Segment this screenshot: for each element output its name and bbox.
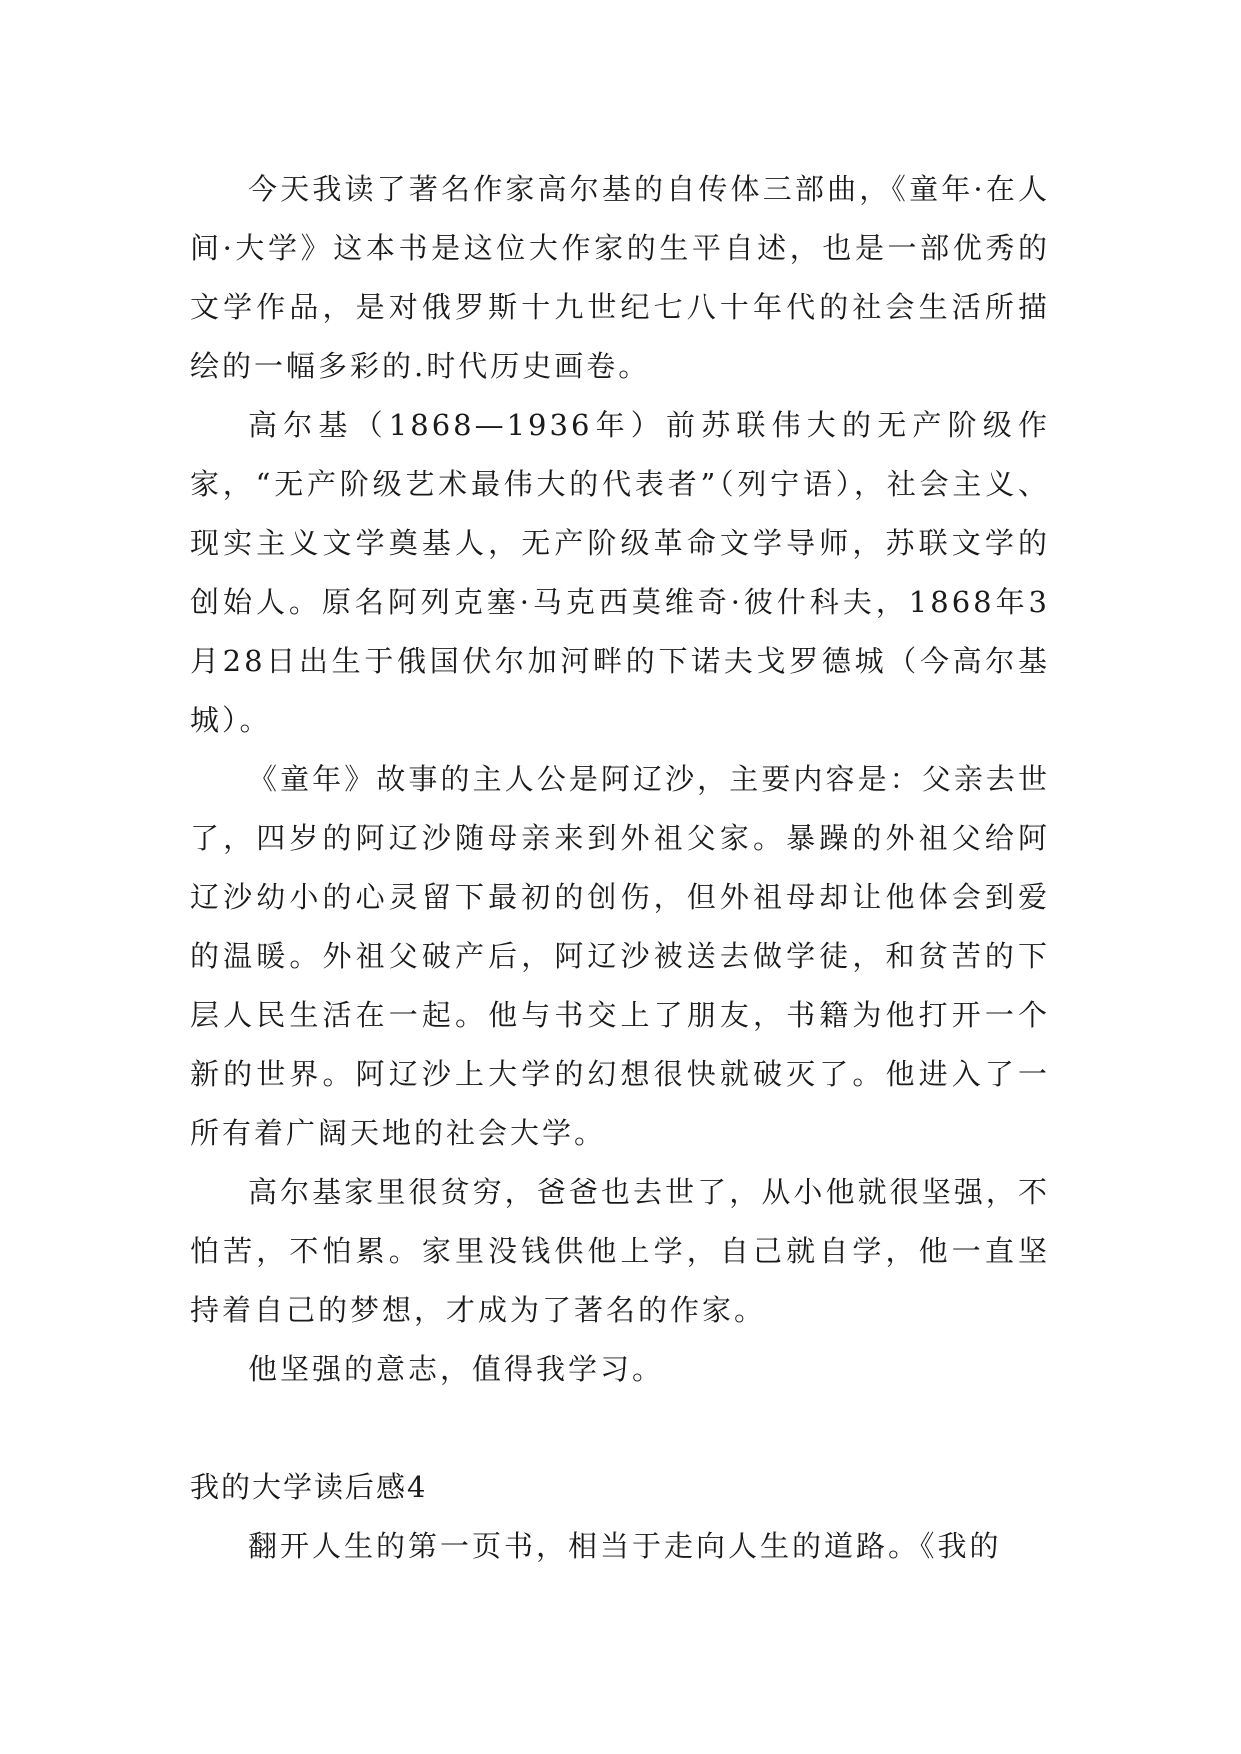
paragraph-section-opening: 翻开人生的第一页书，相当于走向人生的道路。《我的 <box>248 1529 1002 1563</box>
paragraph-gorky-perseverance: 高尔基家里很贫穷，爸爸也去世了，从小他就很坚强，不怕苦，不怕累。家里没钱供他上学，自己就自学，他一直坚持着自己的梦想，才成为了著名的作家。 <box>190 1175 1050 1327</box>
document-body <box>190 160 1050 1576</box>
paragraph-conclusion: 他坚强的意志，值得我学习。 <box>248 1352 665 1386</box>
paragraph-intro: 今天我读了著名作家高尔基的自传体三部曲，《童年·在人间·大学》这本书是这位大作家的生平自述，也是一部优秀的文学作品，是对俄罗斯十九世纪七八十年代的社会生活所描绘的一幅多彩的.时代历史画卷。 <box>190 172 1050 383</box>
paragraph-gorky-bio: 高尔基（1868—1936年）前苏联伟大的无产阶级作家，“无产阶级艺术最伟大的代表者”（列宁语），社会主义、现实主义文学奠基人，无产阶级革命文学导师，苏联文学的创始人。原名阿列克塞·马克西莫维奇·彼什科夫，1868年3月28日出生于俄国伏尔加河畔的下诺夫戈罗德城（今高尔基城）。 <box>190 408 1050 737</box>
paragraph-childhood-summary: 《童年》故事的主人公是阿辽沙，主要内容是：父亲去世了，四岁的阿辽沙随母亲来到外祖父家。暴躁的外祖父给阿辽沙幼小的心灵留下最初的创伤，但外祖母却让他体会到爱的温暖。外祖父破产后，阿辽沙被送去做学徒，和贫苦的下层人民生活在一起。他与书交上了朋友，书籍为他打开一个新的世界。阿辽沙上大学的幻想很快就破灭了。他进入了一所有着广阔天地的社会大学。 <box>190 762 1050 1150</box>
section-spacer <box>190 1399 1050 1458</box>
section-title: 我的大学读后感4 <box>190 1470 428 1504</box>
